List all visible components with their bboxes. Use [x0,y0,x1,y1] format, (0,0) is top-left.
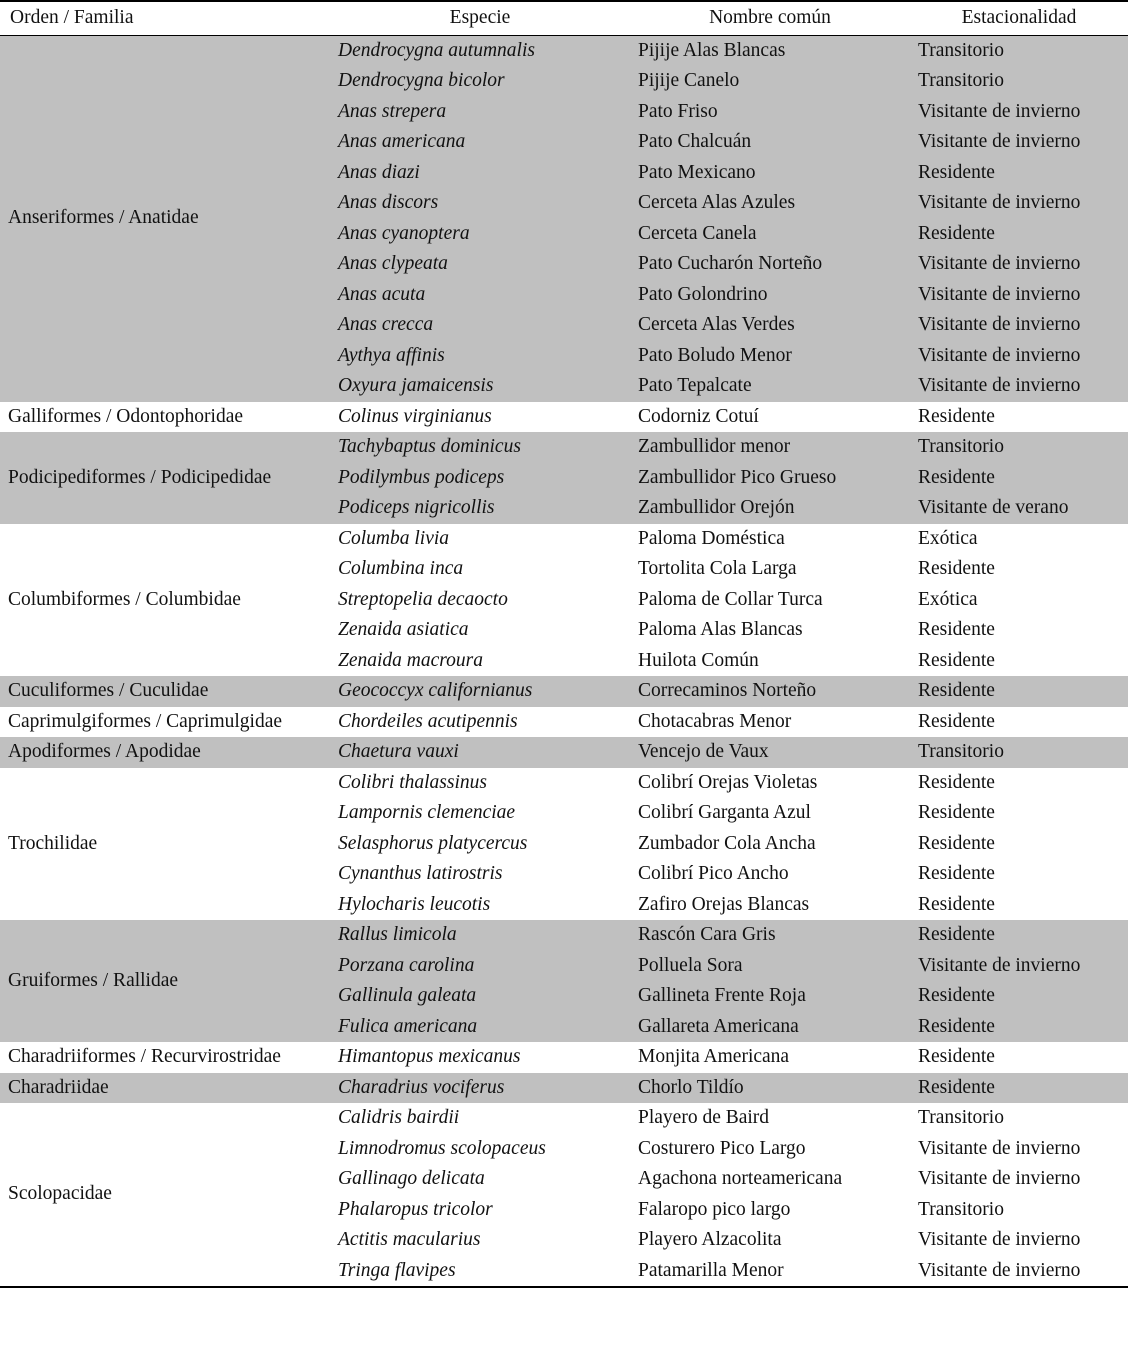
cell-seasonality: Transitorio [910,35,1128,66]
cell-species: Chaetura vauxi [330,737,630,768]
cell-species: Podilymbus podiceps [330,463,630,494]
cell-common-name: Paloma Doméstica [630,524,910,555]
cell-seasonality: Visitante de invierno [910,1256,1128,1287]
cell-species: Limnodromus scolopaceus [330,1134,630,1165]
cell-species: Anas acuta [330,280,630,311]
cell-species: Gallinago delicata [330,1164,630,1195]
table-row [0,1042,1128,1073]
table-row [0,35,1128,66]
table-row [0,768,1128,799]
cell-common-name: Pato Golondrino [630,280,910,311]
cell-species: Charadrius vociferus [330,1073,630,1104]
cell-species: Hylocharis leucotis [330,890,630,921]
cell-species: Tachybaptus dominicus [330,432,630,463]
cell-common-name: Pato Boludo Menor [630,341,910,372]
cell-species: Porzana carolina [330,951,630,982]
cell-species: Colibri thalassinus [330,768,630,799]
cell-common-name: Paloma de Collar Turca [630,585,910,616]
cell-seasonality: Visitante de invierno [910,371,1128,402]
cell-species: Anas diazi [330,158,630,189]
cell-species: Tringa flavipes [330,1256,630,1287]
cell-seasonality: Visitante de verano [910,493,1128,524]
cell-species: Oxyura jamaicensis [330,371,630,402]
cell-seasonality: Residente [910,981,1128,1012]
cell-species: Streptopelia decaocto [330,585,630,616]
column-header-common-name: Nombre común [630,1,910,35]
cell-seasonality: Visitante de invierno [910,249,1128,280]
cell-seasonality: Transitorio [910,1195,1128,1226]
cell-order-family: Charadriiformes / Recurvirostridae [0,1042,330,1073]
cell-species: Chordeiles acutipennis [330,707,630,738]
cell-species: Columba livia [330,524,630,555]
cell-common-name: Pato Friso [630,97,910,128]
cell-species: Anas cyanoptera [330,219,630,250]
cell-seasonality: Residente [910,1042,1128,1073]
cell-common-name: Playero de Baird [630,1103,910,1134]
cell-seasonality: Visitante de invierno [910,1225,1128,1256]
cell-seasonality: Residente [910,219,1128,250]
table-header [0,1,1128,35]
cell-species: Columbina inca [330,554,630,585]
cell-seasonality: Residente [910,463,1128,494]
cell-order-family: Podicipediformes / Podicipedidae [0,432,330,524]
cell-seasonality: Transitorio [910,737,1128,768]
cell-seasonality: Transitorio [910,66,1128,97]
cell-species: Zenaida macroura [330,646,630,677]
cell-common-name: Rascón Cara Gris [630,920,910,951]
cell-species: Geococcyx californianus [330,676,630,707]
cell-common-name: Pato Mexicano [630,158,910,189]
cell-common-name: Polluela Sora [630,951,910,982]
cell-seasonality: Visitante de invierno [910,1164,1128,1195]
cell-species: Podiceps nigricollis [330,493,630,524]
cell-seasonality: Exótica [910,524,1128,555]
cell-seasonality: Visitante de invierno [910,341,1128,372]
cell-species: Anas clypeata [330,249,630,280]
cell-seasonality: Residente [910,920,1128,951]
cell-order-family: Charadriidae [0,1073,330,1104]
cell-seasonality: Residente [910,615,1128,646]
cell-common-name: Paloma Alas Blancas [630,615,910,646]
cell-common-name: Tortolita Cola Larga [630,554,910,585]
cell-species: Aythya affinis [330,341,630,372]
cell-order-family: Cuculiformes / Cuculidae [0,676,330,707]
cell-species: Rallus limicola [330,920,630,951]
cell-common-name: Vencejo de Vaux [630,737,910,768]
cell-seasonality: Residente [910,890,1128,921]
cell-common-name: Colibrí Garganta Azul [630,798,910,829]
cell-seasonality: Transitorio [910,432,1128,463]
cell-species: Lampornis clemenciae [330,798,630,829]
cell-species: Anas strepera [330,97,630,128]
cell-common-name: Correcaminos Norteño [630,676,910,707]
cell-common-name: Cerceta Canela [630,219,910,250]
table-row [0,920,1128,951]
cell-seasonality: Exótica [910,585,1128,616]
cell-common-name: Pato Chalcuán [630,127,910,158]
cell-species: Himantopus mexicanus [330,1042,630,1073]
cell-species: Fulica americana [330,1012,630,1043]
cell-order-family: Apodiformes / Apodidae [0,737,330,768]
cell-seasonality: Residente [910,554,1128,585]
column-header-seasonality: Estacionalidad [910,1,1128,35]
cell-common-name: Zafiro Orejas Blancas [630,890,910,921]
cell-common-name: Gallareta Americana [630,1012,910,1043]
table-row [0,402,1128,433]
cell-species: Dendrocygna bicolor [330,66,630,97]
cell-species: Actitis macularius [330,1225,630,1256]
cell-order-family: Caprimulgiformes / Caprimulgidae [0,707,330,738]
table-row [0,1103,1128,1134]
cell-species: Dendrocygna autumnalis [330,35,630,66]
cell-seasonality: Visitante de invierno [910,97,1128,128]
cell-common-name: Zambullidor Orejón [630,493,910,524]
cell-common-name: Huilota Común [630,646,910,677]
cell-species: Calidris bairdii [330,1103,630,1134]
cell-common-name: Agachona norteamericana [630,1164,910,1195]
cell-order-family: Scolopacidae [0,1103,330,1286]
cell-seasonality: Residente [910,768,1128,799]
cell-common-name: Chorlo Tildío [630,1073,910,1104]
cell-order-family: Galliformes / Odontophoridae [0,402,330,433]
cell-common-name: Pijije Canelo [630,66,910,97]
cell-species: Cynanthus latirostris [330,859,630,890]
cell-seasonality: Visitante de invierno [910,127,1128,158]
cell-order-family: Trochilidae [0,768,330,921]
cell-common-name: Zambullidor Pico Grueso [630,463,910,494]
table-row [0,524,1128,555]
table-row [0,1073,1128,1104]
table-body [0,35,1128,1286]
cell-species: Gallinula galeata [330,981,630,1012]
table-bottom-rule [0,1286,1128,1288]
cell-common-name: Cerceta Alas Azules [630,188,910,219]
header-row [0,1,1128,35]
cell-seasonality: Residente [910,1073,1128,1104]
cell-species: Zenaida asiatica [330,615,630,646]
cell-seasonality: Residente [910,707,1128,738]
cell-common-name: Pijije Alas Blancas [630,35,910,66]
cell-species: Anas americana [330,127,630,158]
table-row [0,737,1128,768]
cell-seasonality: Visitante de invierno [910,280,1128,311]
cell-common-name: Playero Alzacolita [630,1225,910,1256]
cell-common-name: Falaropo pico largo [630,1195,910,1226]
cell-common-name: Colibrí Pico Ancho [630,859,910,890]
cell-common-name: Monjita Americana [630,1042,910,1073]
cell-common-name: Chotacabras Menor [630,707,910,738]
cell-seasonality: Visitante de invierno [910,951,1128,982]
cell-seasonality: Visitante de invierno [910,310,1128,341]
cell-seasonality: Residente [910,646,1128,677]
cell-species: Selasphorus platycercus [330,829,630,860]
cell-species: Phalaropus tricolor [330,1195,630,1226]
cell-species: Anas discors [330,188,630,219]
table-row [0,676,1128,707]
column-header-order-family: Orden / Familia [0,1,330,35]
cell-common-name: Pato Cucharón Norteño [630,249,910,280]
cell-common-name: Patamarilla Menor [630,1256,910,1287]
cell-common-name: Costurero Pico Largo [630,1134,910,1165]
cell-seasonality: Visitante de invierno [910,188,1128,219]
cell-seasonality: Residente [910,402,1128,433]
cell-order-family: Columbiformes / Columbidae [0,524,330,677]
cell-seasonality: Residente [910,798,1128,829]
cell-common-name: Gallineta Frente Roja [630,981,910,1012]
cell-seasonality: Residente [910,859,1128,890]
cell-common-name: Cerceta Alas Verdes [630,310,910,341]
cell-common-name: Pato Tepalcate [630,371,910,402]
cell-common-name: Zumbador Cola Ancha [630,829,910,860]
table-row [0,707,1128,738]
cell-common-name: Zambullidor menor [630,432,910,463]
cell-seasonality: Residente [910,676,1128,707]
cell-seasonality: Residente [910,829,1128,860]
cell-seasonality: Visitante de invierno [910,1134,1128,1165]
cell-common-name: Colibrí Orejas Violetas [630,768,910,799]
cell-seasonality: Residente [910,1012,1128,1043]
cell-seasonality: Residente [910,158,1128,189]
cell-order-family: Gruiformes / Rallidae [0,920,330,1042]
column-header-species: Especie [330,1,630,35]
cell-seasonality: Transitorio [910,1103,1128,1134]
cell-species: Colinus virginianus [330,402,630,433]
cell-order-family: Anseriformes / Anatidae [0,35,330,402]
cell-species: Anas crecca [330,310,630,341]
table-row [0,432,1128,463]
cell-common-name: Codorniz Cotuí [630,402,910,433]
